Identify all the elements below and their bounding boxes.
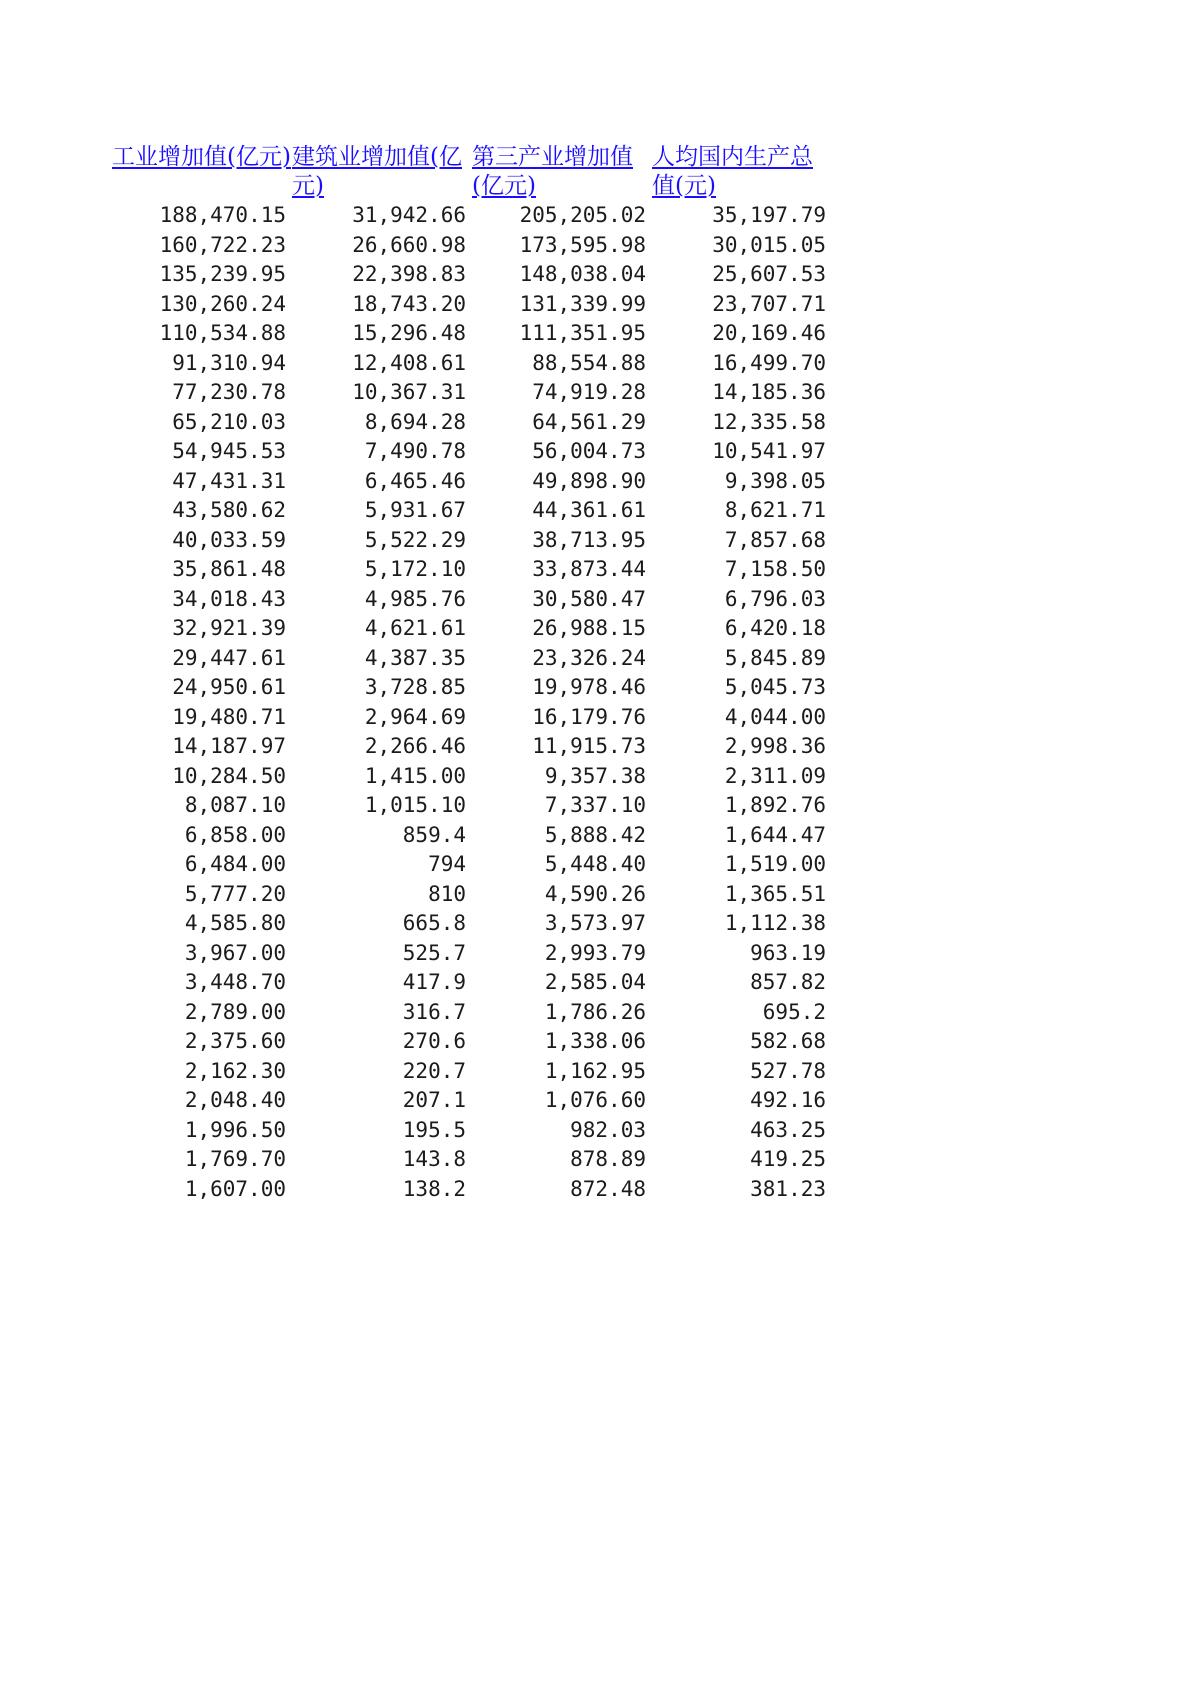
table-row [112,408,832,438]
cell-industry-value[interactable]: 34,018.43 [172,586,286,611]
cell-construction-value[interactable]: 3,728.85 [364,675,466,699]
header-construction-value-added[interactable] [292,143,472,201]
cell-tertiary-value[interactable]: 26,988.15 [532,616,646,640]
cell-gdp-per-capita[interactable]: 527.78 [750,1058,826,1083]
cell-industry-value[interactable]: 1,769.70 [184,1147,286,1171]
cell-gdp-per-capita[interactable]: 1,519.00 [724,852,826,876]
cell-construction-value[interactable]: 7,490.78 [364,439,466,463]
cell-tertiary-value[interactable]: 1,076.60 [544,1088,646,1112]
table-row [112,1145,832,1175]
cell-industry-value[interactable]: 40,033.59 [172,527,286,552]
cell-construction-value[interactable]: 8,694.28 [364,409,466,434]
table-row [112,290,832,320]
cell-construction-value[interactable]: 4,387.35 [364,645,466,670]
cell-construction-value[interactable]: 31,942.66 [352,203,466,227]
cell-tertiary-value[interactable]: 131,339.99 [519,291,646,316]
table-row [112,968,832,998]
cell-gdp-per-capita[interactable]: 7,158.50 [724,557,826,581]
cell-tertiary-value[interactable]: 88,554.88 [532,350,646,375]
cell-tertiary-value[interactable]: 64,561.29 [532,409,646,434]
cell-tertiary-value[interactable]: 30,580.47 [532,586,646,611]
cell-gdp-per-capita[interactable]: 582.68 [750,1029,826,1053]
cell-industry-value[interactable]: 54,945.53 [172,439,286,463]
cell-gdp-per-capita[interactable]: 5,845.89 [724,645,826,670]
cell-gdp-per-capita[interactable]: 16,499.70 [712,350,826,375]
cell-construction-value[interactable]: 316.7 [402,999,466,1024]
table-row [112,201,832,231]
table-row [112,231,832,261]
header-gdp-per-capita[interactable] [652,143,832,201]
cell-industry-value[interactable]: 5,777.20 [184,881,286,906]
cell-industry-value[interactable]: 1,996.50 [184,1117,286,1142]
data-table [112,143,832,1204]
table-header [112,143,832,201]
cell-construction-value[interactable]: 26,660.98 [352,232,466,257]
cell-construction-value[interactable]: 1,415.00 [364,763,466,788]
cell-industry-value[interactable]: 160,722.23 [159,232,286,257]
cell-tertiary-value[interactable]: 1,786.26 [544,999,646,1024]
cell-industry-value[interactable]: 14,187.97 [172,734,286,758]
cell-construction-value[interactable]: 859.4 [402,822,466,847]
spreadsheet-sheet [112,143,832,1204]
header-link[interactable]: 建筑业增加值(亿元) [292,144,462,199]
cell-tertiary-value[interactable]: 1,162.95 [544,1058,646,1083]
cell-gdp-per-capita[interactable]: 4,044.00 [724,704,826,729]
cell-gdp-per-capita[interactable]: 857.82 [750,970,826,994]
cell-industry-value[interactable]: 110,534.88 [159,321,286,345]
cell-industry-value[interactable]: 65,210.03 [172,409,286,434]
cell-industry-value[interactable]: 43,580.62 [172,498,286,522]
cell-gdp-per-capita[interactable]: 9,398.05 [724,468,826,493]
cell-gdp-per-capita[interactable]: 23,707.71 [712,291,826,316]
cell-industry-value[interactable]: 24,950.61 [172,675,286,699]
cell-construction-value[interactable]: 6,465.46 [364,468,466,493]
header-tertiary-value-added[interactable] [472,143,652,201]
table-row [112,349,832,379]
table-row [112,1027,832,1057]
header-industry-value-added[interactable] [112,143,292,201]
cell-industry-value[interactable]: 29,447.61 [172,645,286,670]
cell-construction-value[interactable]: 270.6 [402,1029,466,1053]
cell-tertiary-value[interactable]: 44,361.61 [532,498,646,522]
cell-gdp-per-capita[interactable]: 963.19 [750,940,826,965]
table-row [112,821,832,851]
cell-gdp-per-capita[interactable]: 2,311.09 [724,763,826,788]
cell-tertiary-value[interactable]: 2,993.79 [544,940,646,965]
cell-construction-value[interactable]: 4,985.76 [364,586,466,611]
cell-gdp-per-capita[interactable]: 419.25 [750,1147,826,1171]
cell-construction-value[interactable]: 5,522.29 [364,527,466,552]
cell-industry-value[interactable]: 2,789.00 [184,999,286,1024]
cell-construction-value[interactable]: 15,296.48 [352,321,466,345]
cell-industry-value[interactable]: 2,162.30 [184,1058,286,1083]
cell-gdp-per-capita[interactable]: 30,015.05 [712,232,826,257]
cell-industry-value[interactable]: 8,087.10 [184,793,286,817]
cell-tertiary-value[interactable]: 2,585.04 [544,970,646,994]
cell-gdp-per-capita[interactable]: 695.2 [762,999,826,1024]
cell-construction-value[interactable]: 2,266.46 [364,734,466,758]
cell-gdp-per-capita[interactable]: 2,998.36 [724,734,826,758]
cell-gdp-per-capita[interactable]: 14,185.36 [712,380,826,404]
cell-construction-value[interactable]: 794 [428,852,466,876]
table-row [112,467,832,497]
cell-construction-value[interactable]: 12,408.61 [352,350,466,375]
table-row [112,585,832,615]
cell-tertiary-value[interactable]: 205,205.02 [519,203,646,227]
cell-tertiary-value[interactable]: 16,179.76 [532,704,646,729]
cell-tertiary-value[interactable]: 3,573.97 [544,911,646,935]
cell-industry-value[interactable]: 1,607.00 [184,1176,286,1201]
cell-construction-value[interactable]: 220.7 [402,1058,466,1083]
cell-gdp-per-capita[interactable]: 1,892.76 [724,793,826,817]
cell-industry-value[interactable]: 135,239.95 [159,262,286,286]
cell-construction-value[interactable]: 143.8 [402,1147,466,1171]
table-row [112,260,832,290]
table-row [112,791,832,821]
cell-tertiary-value[interactable]: 49,898.90 [532,468,646,493]
cell-industry-value[interactable]: 2,048.40 [184,1088,286,1112]
header-link[interactable]: 工业增加值(亿元) [112,144,291,170]
cell-industry-value[interactable]: 77,230.78 [172,380,286,404]
header-row [112,143,832,201]
cell-industry-value[interactable]: 188,470.15 [159,203,286,227]
cell-gdp-per-capita[interactable]: 10,541.97 [712,439,826,463]
header-link[interactable]: 第三产业增加值(亿元) [472,144,633,199]
cell-industry-value[interactable]: 19,480.71 [172,704,286,729]
cell-construction-value[interactable]: 207.1 [402,1088,466,1112]
cell-industry-value[interactable]: 2,375.60 [184,1029,286,1053]
table-row [112,673,832,703]
table-row [112,526,832,556]
cell-construction-value[interactable]: 665.8 [402,911,466,935]
cell-tertiary-value[interactable]: 1,338.06 [544,1029,646,1053]
cell-construction-value[interactable]: 195.5 [402,1117,466,1142]
cell-construction-value[interactable]: 10,367.31 [352,380,466,404]
cell-tertiary-value[interactable]: 878.89 [570,1147,646,1171]
table-row [112,850,832,880]
table-row [112,1175,832,1205]
cell-industry-value[interactable]: 6,484.00 [184,852,286,876]
table-row [112,909,832,939]
cell-gdp-per-capita[interactable]: 7,857.68 [724,527,826,552]
table-row [112,644,832,674]
cell-tertiary-value[interactable]: 111,351.95 [519,321,646,345]
cell-tertiary-value[interactable]: 33,873.44 [532,557,646,581]
cell-industry-value[interactable]: 3,448.70 [184,970,286,994]
cell-tertiary-value[interactable]: 7,337.10 [544,793,646,817]
cell-tertiary-value[interactable]: 11,915.73 [532,734,646,758]
cell-gdp-per-capita[interactable]: 492.16 [750,1088,826,1112]
cell-construction-value[interactable]: 525.7 [402,940,466,965]
table-row [112,1086,832,1116]
cell-gdp-per-capita[interactable]: 381.23 [750,1176,826,1201]
cell-gdp-per-capita[interactable]: 6,420.18 [724,616,826,640]
table-row [112,1116,832,1146]
table-row [112,939,832,969]
table-row [112,703,832,733]
cell-construction-value[interactable]: 18,743.20 [352,291,466,316]
cell-tertiary-value[interactable]: 982.03 [570,1117,646,1142]
cell-tertiary-value[interactable]: 74,919.28 [532,380,646,404]
cell-gdp-per-capita[interactable]: 1,112.38 [724,911,826,935]
cell-industry-value[interactable]: 4,585.80 [184,911,286,935]
cell-industry-value[interactable]: 130,260.24 [159,291,286,316]
cell-tertiary-value[interactable]: 38,713.95 [532,527,646,552]
cell-tertiary-value[interactable]: 5,448.40 [544,852,646,876]
table-row [112,614,832,644]
table-row [112,496,832,526]
cell-tertiary-value[interactable]: 4,590.26 [544,881,646,906]
cell-construction-value[interactable]: 1,015.10 [364,793,466,817]
cell-industry-value[interactable]: 3,967.00 [184,940,286,965]
cell-construction-value[interactable]: 2,964.69 [364,704,466,729]
cell-gdp-per-capita[interactable]: 463.25 [750,1117,826,1142]
cell-construction-value[interactable]: 5,172.10 [364,557,466,581]
table-row [112,1057,832,1087]
cell-construction-value[interactable]: 4,621.61 [364,616,466,640]
table-row [112,319,832,349]
cell-industry-value[interactable]: 35,861.48 [172,557,286,581]
cell-construction-value[interactable]: 810 [428,881,466,906]
cell-industry-value[interactable]: 47,431.31 [172,468,286,493]
table-row [112,378,832,408]
cell-gdp-per-capita[interactable]: 12,335.58 [712,409,826,434]
cell-industry-value[interactable]: 91,310.94 [172,350,286,375]
cell-construction-value[interactable]: 5,931.67 [364,498,466,522]
cell-tertiary-value[interactable]: 173,595.98 [519,232,646,257]
table-row [112,998,832,1028]
cell-gdp-per-capita[interactable]: 1,365.51 [724,881,826,906]
cell-tertiary-value[interactable]: 5,888.42 [544,822,646,847]
cell-tertiary-value[interactable]: 9,357.38 [544,763,646,788]
cell-industry-value[interactable]: 32,921.39 [172,616,286,640]
cell-gdp-per-capita[interactable]: 6,796.03 [724,586,826,611]
table-row [112,437,832,467]
table-body [112,201,832,1204]
table-row [112,732,832,762]
cell-gdp-per-capita[interactable]: 35,197.79 [712,203,826,227]
cell-gdp-per-capita[interactable]: 1,644.47 [724,822,826,847]
cell-tertiary-value[interactable]: 23,326.24 [532,645,646,670]
cell-gdp-per-capita[interactable]: 5,045.73 [724,675,826,699]
table-row [112,555,832,585]
cell-industry-value[interactable]: 10,284.50 [172,763,286,788]
cell-gdp-per-capita[interactable]: 8,621.71 [724,498,826,522]
cell-industry-value[interactable]: 6,858.00 [184,822,286,847]
cell-gdp-per-capita[interactable]: 20,169.46 [712,321,826,345]
cell-construction-value[interactable]: 138.2 [402,1176,466,1201]
table-row [112,762,832,792]
cell-construction-value[interactable]: 417.9 [402,970,466,994]
cell-tertiary-value[interactable]: 872.48 [570,1176,646,1201]
cell-tertiary-value[interactable]: 148,038.04 [519,262,646,286]
cell-construction-value[interactable]: 22,398.83 [352,262,466,286]
table-row [112,880,832,910]
cell-tertiary-value[interactable]: 56,004.73 [532,439,646,463]
cell-tertiary-value[interactable]: 19,978.46 [532,675,646,699]
header-link[interactable]: 人均国内生产总值(元) [652,144,813,199]
cell-gdp-per-capita[interactable]: 25,607.53 [712,262,826,286]
